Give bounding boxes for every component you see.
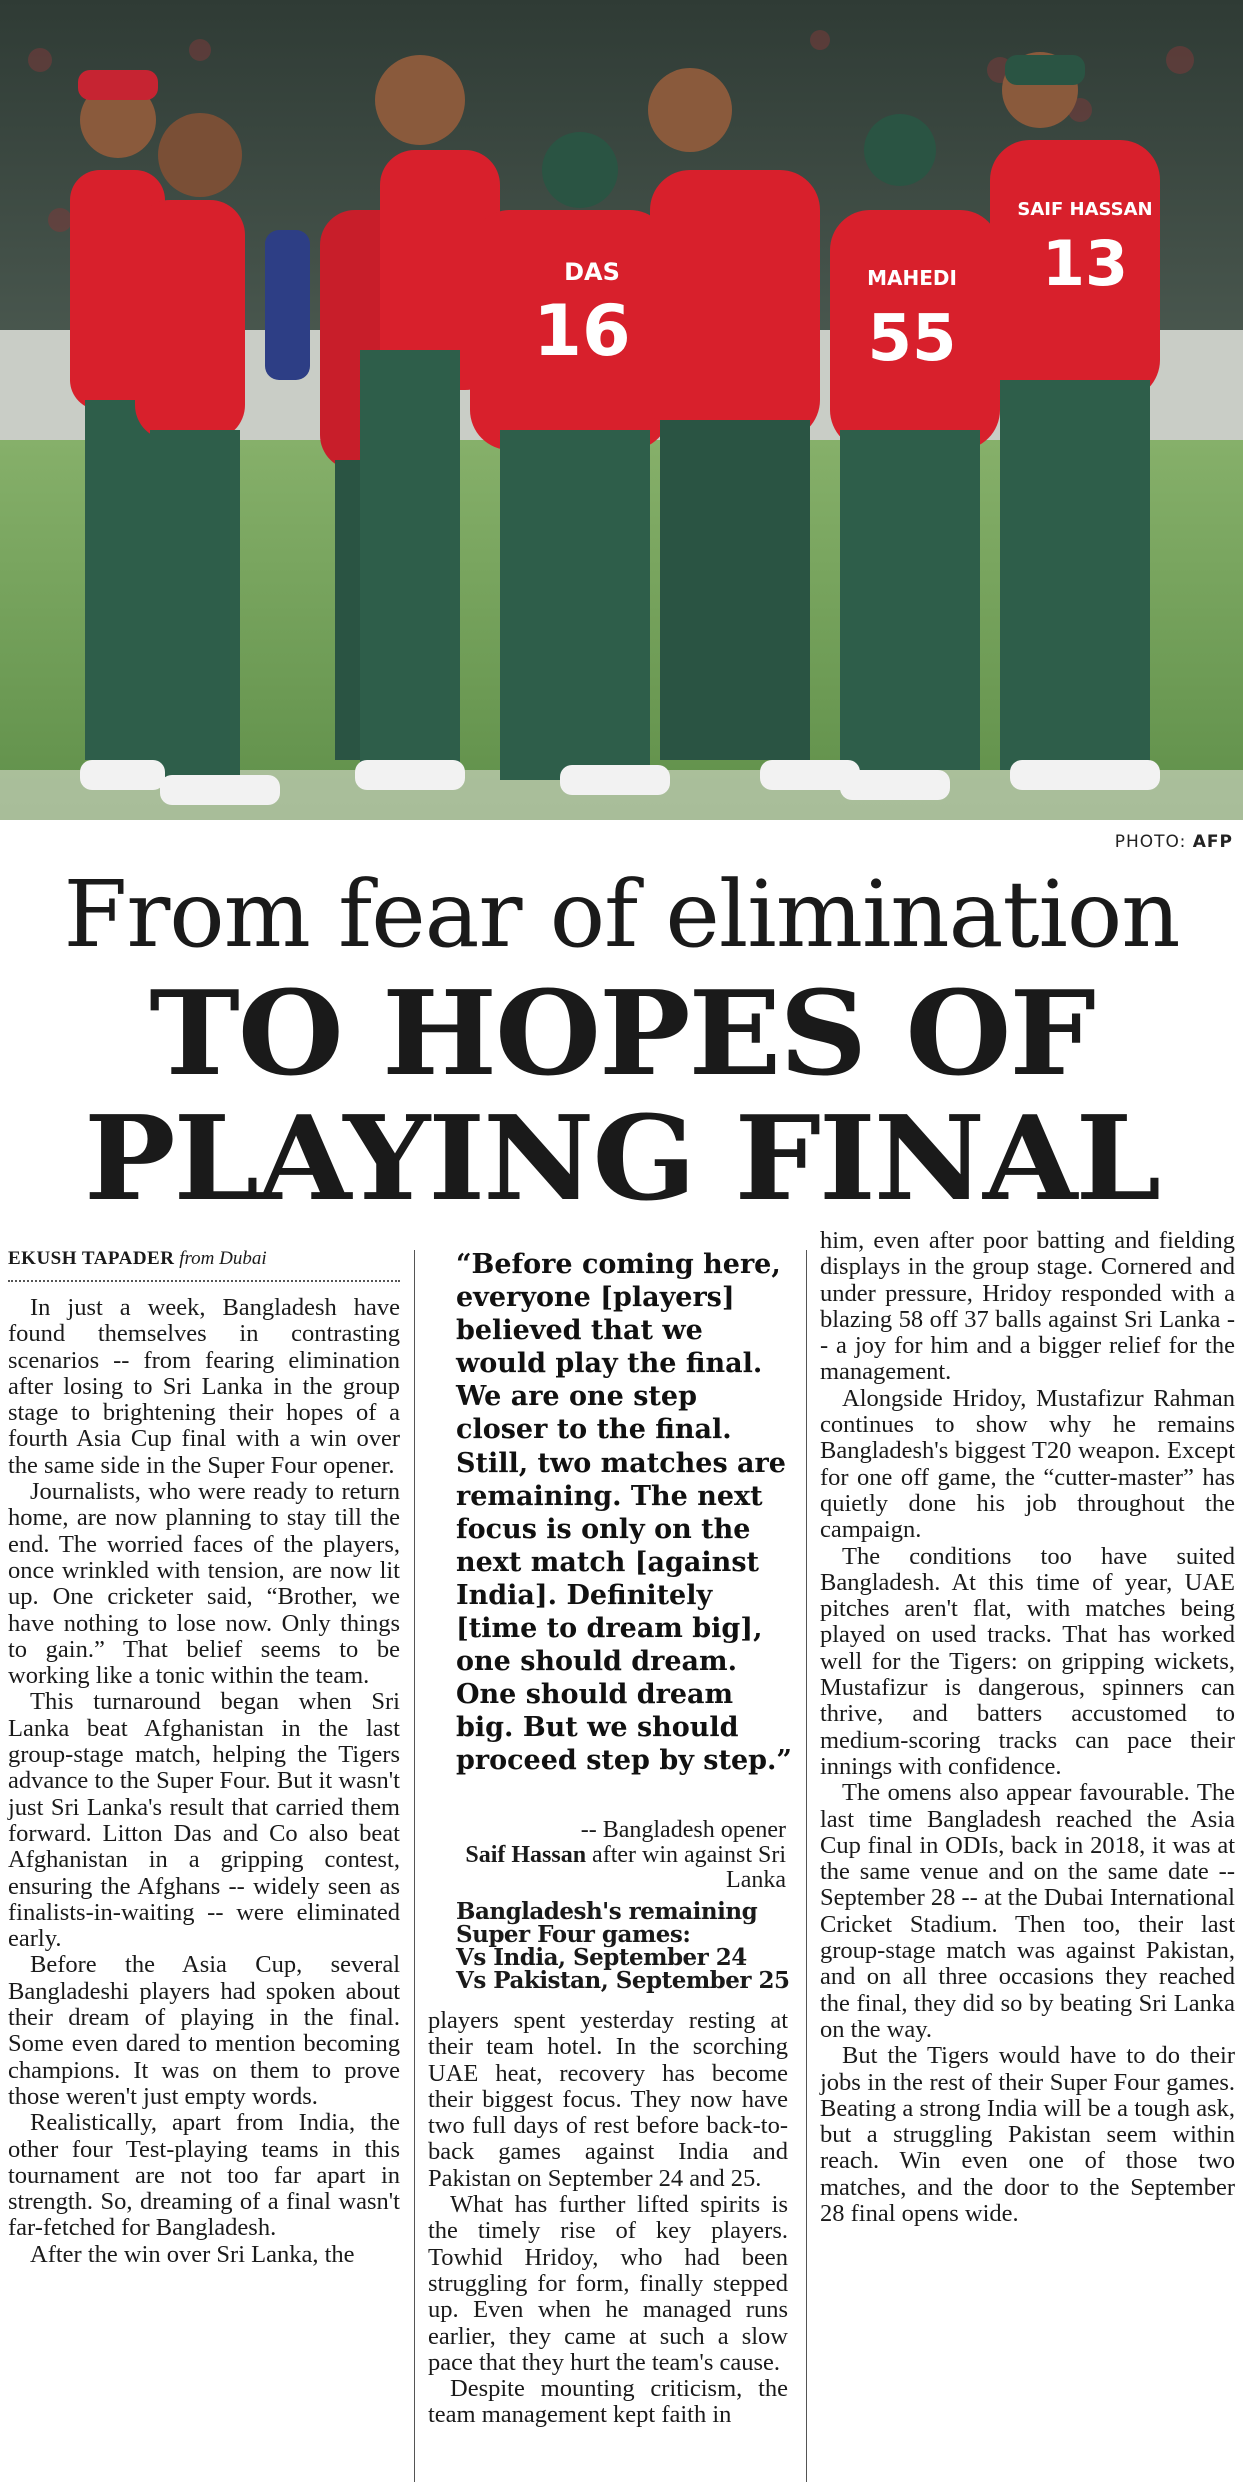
team-photo-illustration: [0, 0, 1243, 820]
article-column-1: [8, 1295, 400, 2268]
article-column-2: [428, 2008, 788, 2429]
photo-credit: [1115, 832, 1233, 852]
fixtures-heading: Bangladesh's remaining Super Four games:: [456, 1898, 758, 1948]
article-paragraph: This turnaround began when Sri Lanka beat Afghanistan in the last group-stage match, helping the Tigers advance to the Super Four. But it wasn't just Sri Lanka's result that carried them forward. Litton Das and Co also beat Afghanistan in a gripping contest, ensuring the Afghans -- widely seen as finalists-in-waiting -- were eliminated early.: [8, 1688, 400, 1953]
team-photo: [0, 0, 1243, 820]
article-paragraph: players spent yesterday resting at their team hotel. In the scorching UAE heat, recovery has become their biggest focus. They now have two full days of rest before back-to-back games against India and Pakistan on September 24 and 25.: [428, 2007, 788, 2192]
jersey-name-mahedi: MAHEDI: [867, 266, 957, 290]
column-divider-left: [414, 1250, 415, 2482]
article-paragraph: The conditions too have suited Bangladesh. At this time of year, UAE pitches aren't flat, with matches being played on used tracks. That has worked well for the Tigers: on gripping wickets, Mustafizur is dangerous, spinners can thrive, and batters accustomed to medium-scoring tracks can pace their innings with confidence.: [820, 1542, 1235, 1780]
jersey-name-saif-hassan: SAIF HASSAN: [1017, 199, 1153, 220]
jersey-number-13: 13: [1041, 227, 1129, 300]
article-paragraph: The omens also appear favourable. The last time Bangladesh reached the Asia Cup final in ODIs, back in 2018, it was at the same venue and on the same date -- September 28 -- at the Dubai International Cricket Stadium. Then too, their last group-stage match was against Pakistan, and on all three occasions they reached the final, they did so by beating Sri Lanka on the way.: [820, 1779, 1235, 2043]
headline-main-line1: TO HOPES OF: [149, 966, 1094, 1102]
article-paragraph: Alongside Hridoy, Mustafizur Rahman continues to show why he remains Bangladesh's biggest T20 weapon. Except for one off game, the “cutter-master” has quietly done his job throughout the campaign.: [820, 1384, 1235, 1544]
pull-quote-attribution: [456, 1818, 786, 1893]
jersey-number-16: 16: [533, 290, 631, 372]
byline: [8, 1248, 400, 1270]
jersey-name-das: DAS: [564, 258, 620, 286]
pull-quote: “Before coming here, everyone [players] believed that we would play the final. We are one step closer to the final. Still, two matches are remaining. The next focus is only on the next match [against India]. Definitely [time to dream big], one should dream. One should dream big. But we should proceed step by step.”: [456, 1249, 792, 1777]
photo-credit-label: PHOTO:: [1114, 832, 1187, 852]
article-paragraph: After the win over Sri Lanka, the: [30, 2240, 355, 2268]
article-paragraph: him, even after poor batting and fielding displays in the group stage. Cornered and under pressure, Hridoy responded with a blazing 58 off 37 balls against Sri Lanka -- a joy for him and a bigger relief for the management.: [820, 1227, 1235, 1386]
article-paragraph: Despite mounting criticism, the team management kept faith in: [428, 2375, 788, 2429]
article-paragraph: Realistically, apart from India, the other four Test-playing teams in this tournament are not too far apart in strength. So, dreaming of a final wasn't far-fetched for Bangladesh.: [8, 2109, 400, 2242]
fixtures-box: [456, 1900, 796, 1992]
article-paragraph: But the Tigers would have to do their jobs in the rest of their Super Four games. Beating a strong India will be a tough ask, but a struggling Pakistan seem within reach. Win even one of those two matches, and the door to the September 28 final opens wide.: [820, 2042, 1235, 2227]
byline-divider: [8, 1280, 400, 1282]
column-divider-right: [806, 1250, 807, 2482]
article-paragraph: Before the Asia Cup, several Bangladeshi players had spoken about their dream of playing in the final. Some even dared to mention becoming champions. It was on them to prove those weren't just empty words.: [8, 1951, 400, 2110]
article-paragraph: Journalists, who were ready to return home, are now planning to stay till the end. The worried faces of the players, once wrinkled with tension, are now lit up. One cricketer said, “Brother, we have nothing to lose now. Only things to gain.” That belief seems to be working like a tonic within the team.: [8, 1478, 400, 1690]
article-paragraph: What has further lifted spirits is the timely rise of key players. Towhid Hridoy, who had been struggling for form, finally stepped up. Even when he managed runs earlier, they came at such a slow pace that they hurt the team's cause.: [428, 2191, 788, 2376]
photo-credit-source: AFP: [1192, 832, 1233, 852]
fixture-item: Vs Pakistan, September 25: [456, 1967, 790, 1994]
attribution-suffix: after win against Sri Lanka: [592, 1842, 786, 1893]
headline-kicker: From fear of elimination: [63, 861, 1180, 968]
byline-author: EKUSH TAPADER: [8, 1248, 175, 1269]
byline-location: from Dubai: [179, 1248, 267, 1269]
attribution-name: Saif Hassan: [465, 1842, 587, 1868]
jersey-number-55: 55: [867, 302, 957, 376]
fixture-item: Vs India, September 24: [456, 1944, 747, 1971]
article-column-3: [820, 1228, 1235, 2227]
article-paragraph: In just a week, Bangladesh have found themselves in contrasting scenarios -- from fearing elimination after losing to Sri Lanka in the group stage to brightening their hopes of a fourth Asia Cup final with a win over the same side in the Super Four opener.: [8, 1294, 400, 1479]
attribution-prefix: -- Bangladesh opener: [580, 1817, 786, 1843]
headline-main-line2: PLAYING FINAL: [84, 1091, 1159, 1227]
